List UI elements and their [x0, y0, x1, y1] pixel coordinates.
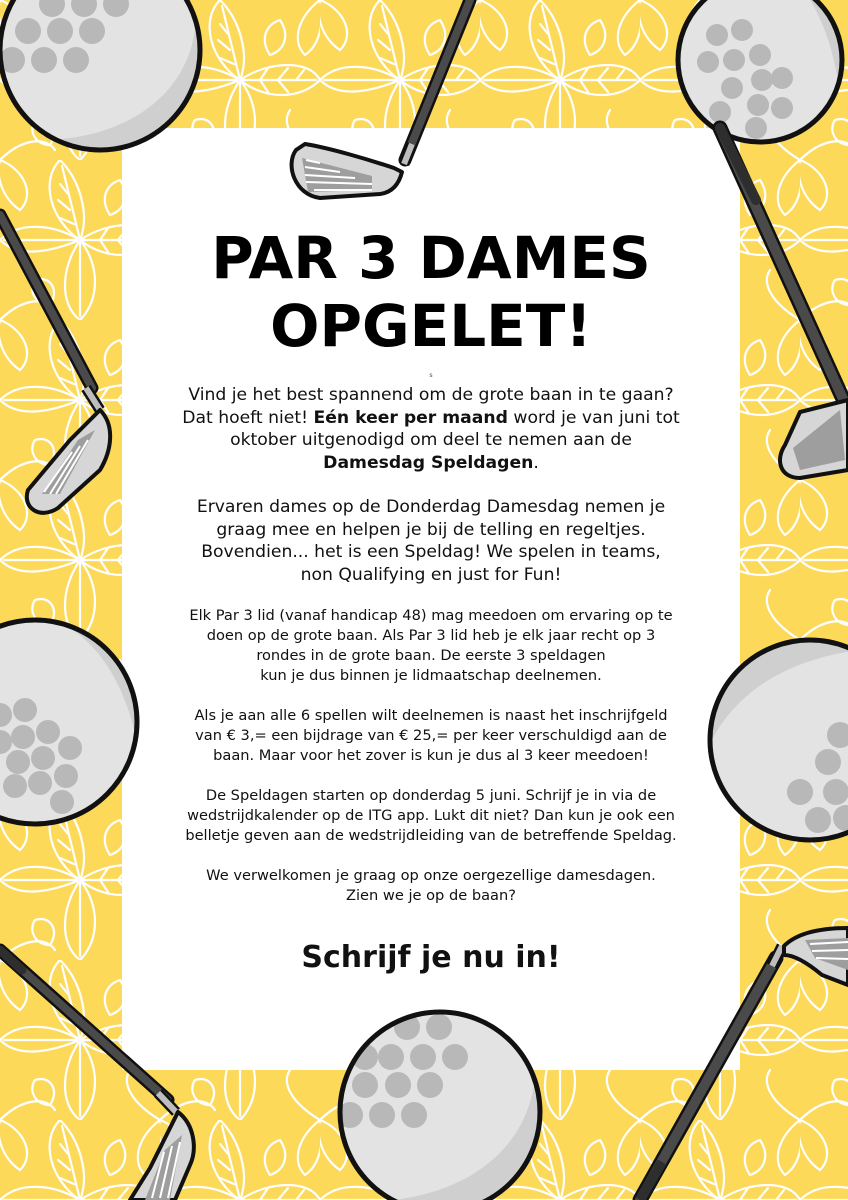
small-mark: s: [429, 373, 433, 379]
intro-line: Vind je het best spannend om de grote baan in te gaan?: [188, 385, 674, 405]
registration-paragraph: [122, 786, 740, 846]
call-to-action: Schrijf je nu in!: [301, 940, 561, 975]
intro-text: Dat hoeft niet!: [182, 407, 314, 428]
title-line-1: PAR 3 DAMES: [211, 224, 651, 292]
intro-bold-text: Eén keer per maand: [313, 407, 508, 428]
membership-paragraph: [122, 606, 740, 686]
paragraph-line: van € 3,= een bijdrage van € 25,= per keer verschuldigd aan de: [195, 727, 667, 744]
paragraph-line: graag mee en helpen je bij de telling en regeltjes.: [216, 519, 646, 540]
welcome-paragraph: [122, 866, 740, 906]
golf-club-icon: [0, 215, 110, 513]
paragraph-line: Zien we je op de baan?: [345, 887, 516, 904]
paragraph-line: De Speldagen starten op donderdag 5 juni. Schrijf je in via de: [205, 787, 657, 804]
paragraph-line: Ervaren dames op de Donderdag Damesdag nemen je: [196, 497, 666, 517]
intro-bold-text: Damesdag Speldagen: [323, 452, 534, 473]
experienced-ladies-paragraph: [122, 496, 740, 586]
paragraph-line: non Qualifying en just for Fun!: [300, 564, 562, 585]
intro-line: oktober uitgenodigd om deel te nemen aan de: [230, 430, 632, 450]
paragraph-line: Als je aan alle 6 spellen wilt deelnemen is naast het inschrijfgeld: [194, 707, 668, 724]
paragraph-line: kun je dus binnen je lidmaatschap deelnemen.: [260, 667, 602, 684]
paragraph-line: rondes in de grote baan. De eerste 3 speldagen: [256, 647, 606, 664]
poster-content: [122, 128, 740, 975]
intro-text: word je van juni tot: [507, 407, 680, 428]
fees-paragraph: [122, 706, 740, 766]
paragraph-line: wedstrijdkalender op de ITG app. Lukt dit niet? Dan kun je ook een: [187, 807, 675, 824]
paragraph-line: Bovendien... het is een Speldag! We spelen in teams,: [201, 542, 661, 562]
title-line-2: OPGELET!: [270, 292, 592, 360]
paragraph-line: Elk Par 3 lid (vanaf handicap 48) mag meedoen om ervaring op te: [189, 607, 673, 624]
poster-title: [122, 224, 740, 360]
intro-text: .: [533, 452, 539, 473]
paragraph-line: doen op de grote baan. Als Par 3 lid heb je elk jaar recht op 3: [206, 627, 656, 644]
golf-ball-icon: [337, 1012, 560, 1200]
paragraph-line: belletje geven aan de wedstrijdleiding van de betreffende Speldag.: [185, 827, 677, 844]
paragraph-line: We verwelkomen je graag op onze oergezellige damesdagen.: [206, 867, 656, 884]
intro-line: [136, 452, 726, 475]
intro-paragraph: [122, 384, 740, 474]
golf-club-icon: [0, 950, 194, 1200]
paragraph-line: baan. Maar voor het zover is kun je dus al 3 keer meedoen!: [213, 747, 649, 764]
intro-line: [136, 407, 726, 430]
